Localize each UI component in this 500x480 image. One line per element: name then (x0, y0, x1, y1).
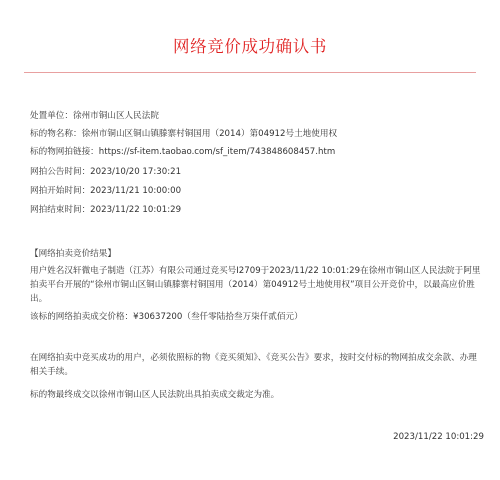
info-label: 标的物名称： (30, 129, 82, 139)
info-label: 处置单位： (30, 111, 73, 121)
price-row (30, 311, 482, 323)
info-row-start-time (30, 185, 482, 197)
notice-paragraph: 在网络拍卖中竞买成功的用户，必须依照标的物《竞买须知》、《竞买公告》要求，按时交付标的物网拍成交余款、办理相关手续。 (30, 353, 477, 377)
info-value: 徐州市铜山区铜山镇滕寨村铜国用（2014）第04912号土地使用权 (81, 129, 338, 139)
info-value: 2023/10/20 17:30:21 (90, 167, 182, 177)
info-label: 标的物网拍链接： (30, 147, 99, 157)
info-label: 网拍开始时间： (30, 186, 91, 196)
info-label: 网拍结束时间： (30, 205, 91, 215)
info-row-item-link (30, 146, 482, 158)
auction-link[interactable]: https://sf-item.taobao.com/sf_item/743848608457.htm (98, 147, 336, 157)
section-heading: 【网络拍卖竞价结果】 (30, 249, 116, 259)
title-divider (24, 72, 476, 73)
info-value: 徐州市铜山区人民法院 (72, 111, 159, 121)
footer-date: 2023/11/22 10:01:29 (393, 432, 484, 442)
info-row-announcement-time (30, 166, 482, 178)
price-label: 该标的网络拍卖成交价格： (30, 312, 134, 322)
info-row-item-name (30, 128, 482, 140)
info-row-disposal-unit (30, 110, 482, 122)
info-value: 2023/11/22 10:01:29 (90, 205, 182, 215)
info-label: 网拍公告时间： (30, 167, 91, 177)
result-paragraph: 用户姓名汉轩微电子制造（江苏）有限公司通过竞买号I2709于2023/11/22 10:01:29在徐州市铜山区人民法院于阿里拍卖平台开展的“徐州市铜山区铜山镇滕寨村铜国用（2014）第04912号土地使用权”项目公开竞价中，以最高应价胜出。 (30, 266, 481, 304)
info-row-end-time (30, 204, 482, 216)
document-title: 网络竞价成功确认书 (173, 37, 327, 56)
info-value: 2023/11/21 10:00:00 (90, 186, 182, 196)
price-value: ¥30637200（叁仟零陆拾叁万柒仟贰佰元） (133, 312, 303, 322)
final-paragraph: 标的物最终成交以徐州市铜山区人民法院出具拍卖成交裁定为准。 (30, 390, 280, 400)
